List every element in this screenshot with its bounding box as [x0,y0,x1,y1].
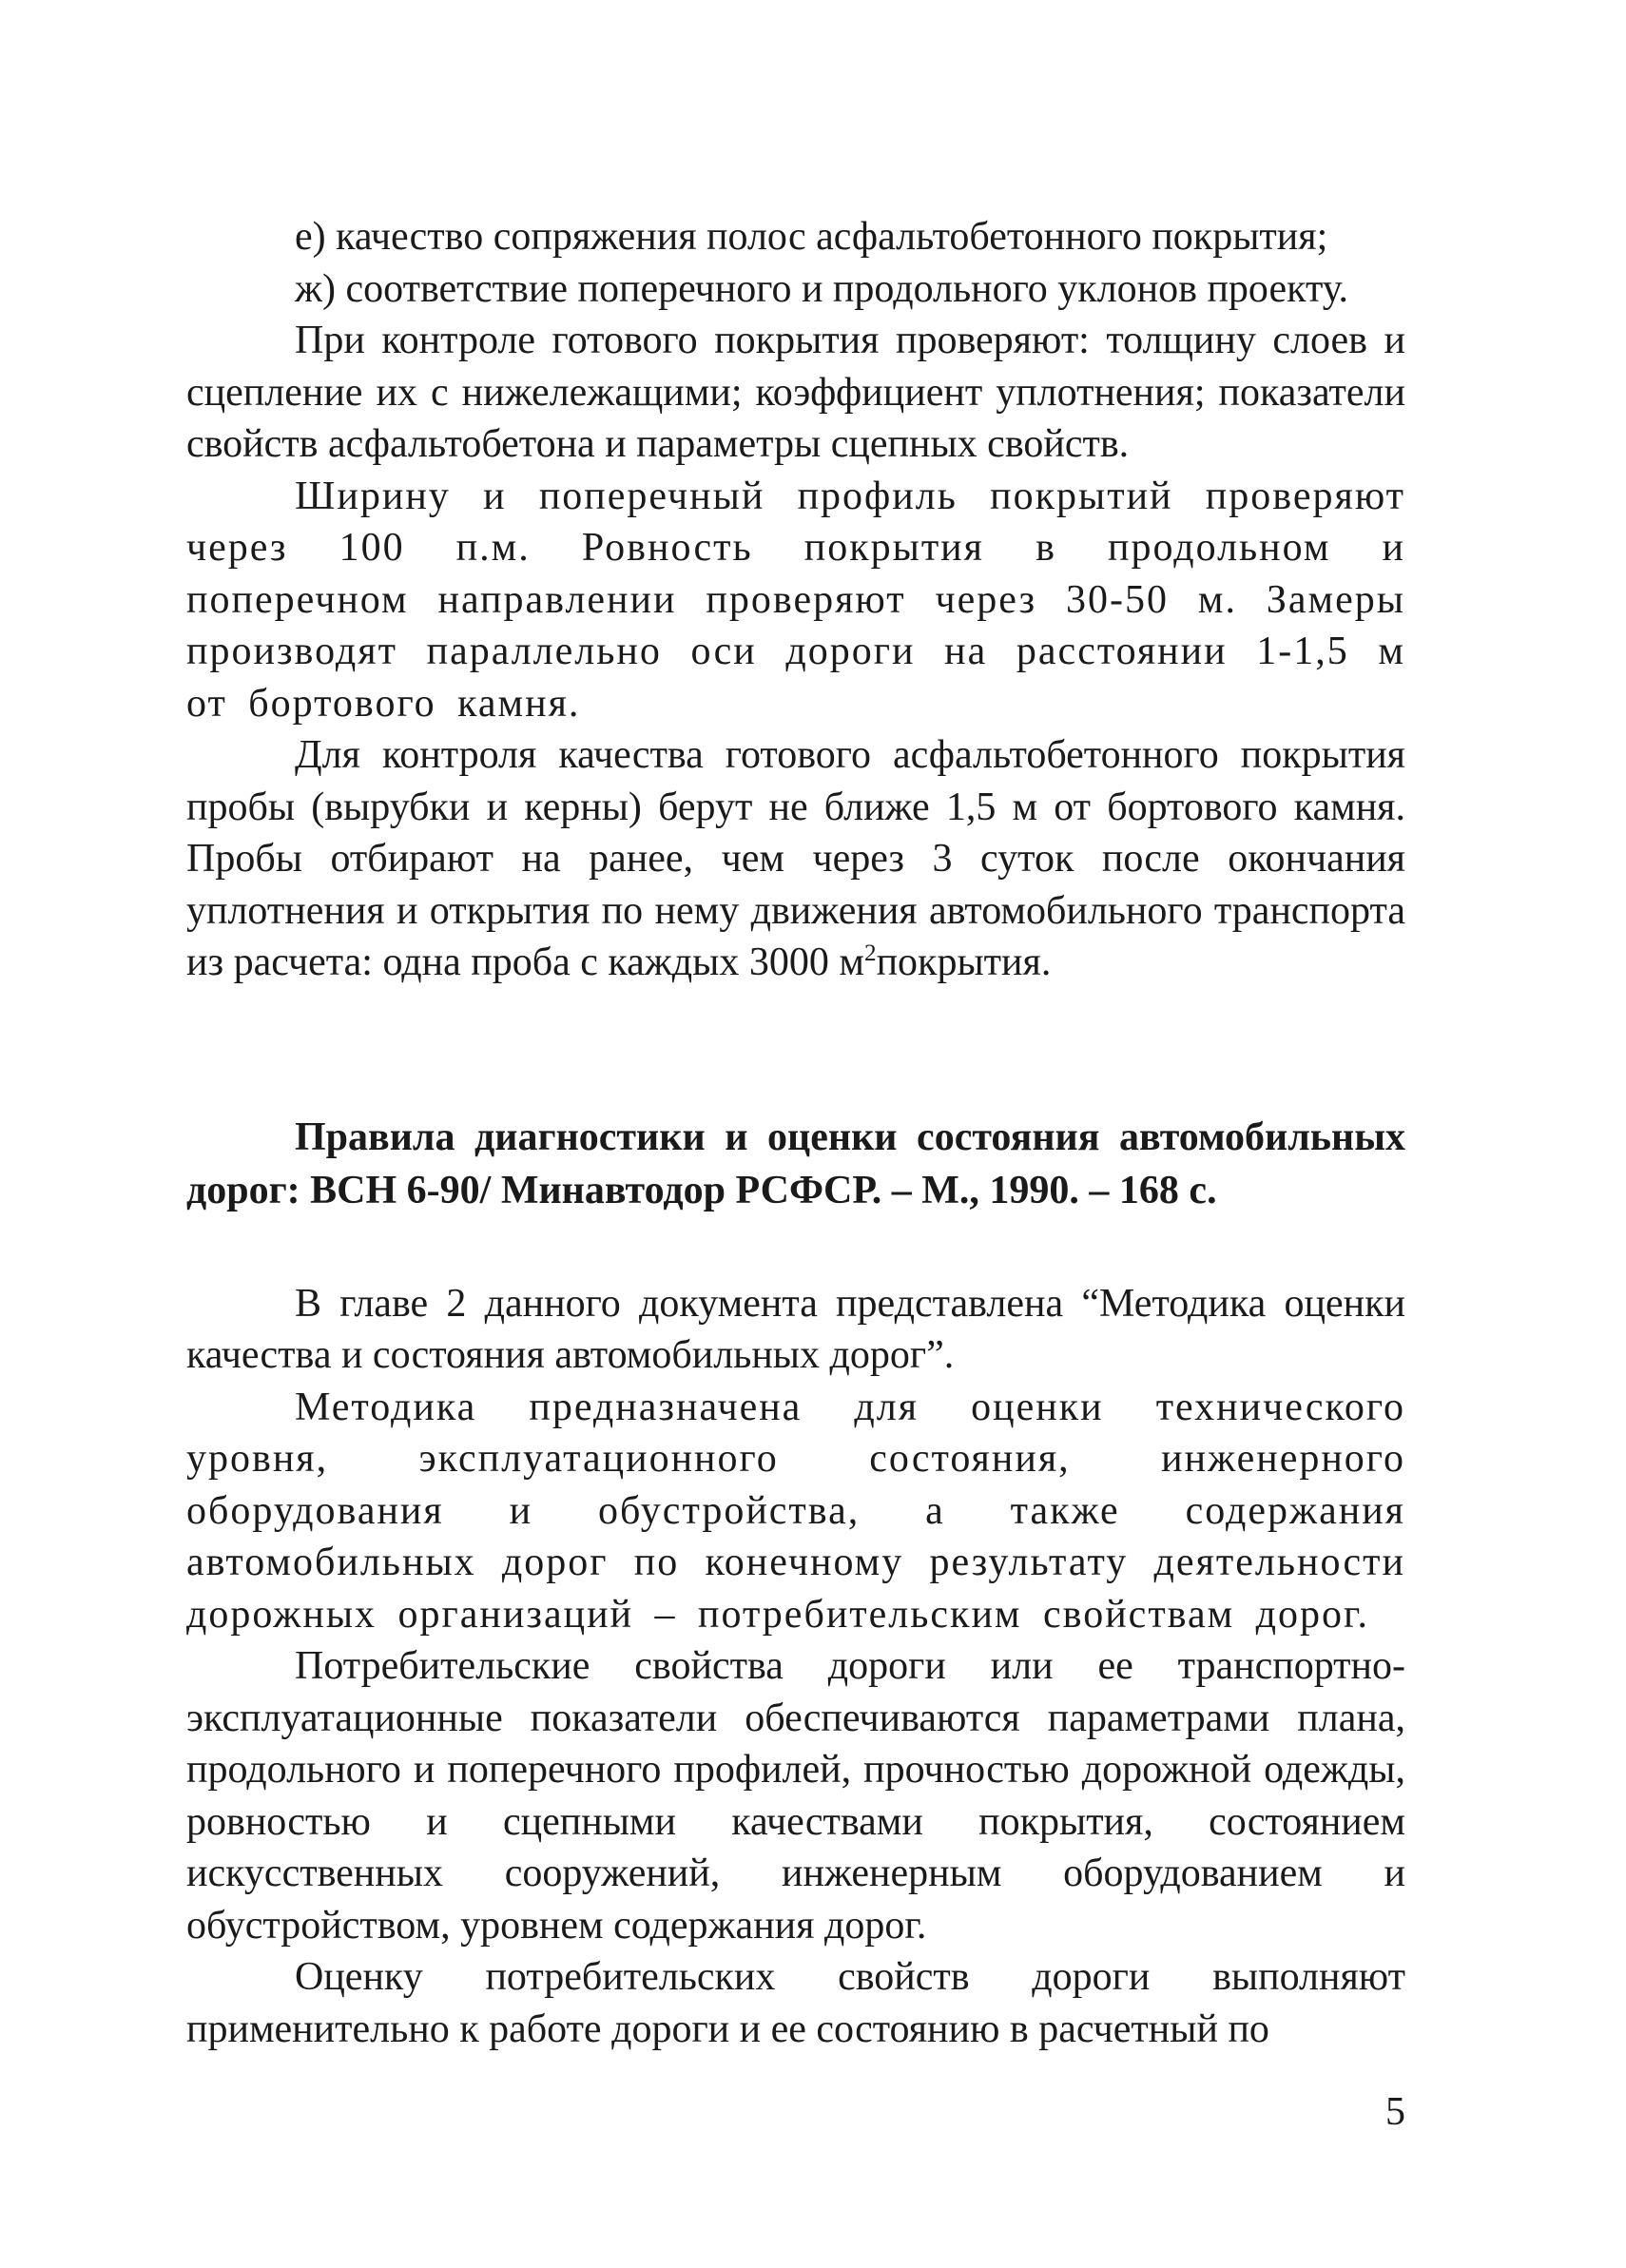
paragraph-samples-end: покрытия. [876,940,1052,984]
paragraph-finished-coating-control: При контроле готового покрытия проверяют: толщину слоев и сцепление их с нижележащими; коэффициент уплотнения; показатели свойств асфальтобетона и параметры сцепных свойств. [186,319,1405,466]
paragraph-methodology-purpose: Методика предназначена для оценки технического уровня, эксплуатационного состояния, инженерного оборудования и обустройства, а также содержания автомобильных дорог по конечному результату деятельности дорожных организаций – потребительским свойствам дорог. [186,1385,1405,1637]
paragraph-samples-text: Для контроля качества готового асфальтобетонного покрытия пробы (вырубки и керны) берут не ближе 1,5 м от бортового камня. Пробы отбирают на ранее, чем через 3 суток после окончания уплотнения и открытия по нему движения автомобильного транспорта из расчета: одна проба с каждых 3000 м [186,733,1405,984]
reference-title: Правила диагностики и оценки состояния автомобильных дорог: ВСН 6-90/ Минавтодор РСФСР. – М., 1990. – 168 с. [186,1115,1405,1212]
reference-section [186,1278,1405,2056]
paragraph-item-e: е) качество сопряжения полос асфальтобетонного покрытия; [295,215,1328,259]
page-number: 5 [1385,2090,1405,2134]
paragraph-assessment: Оценку потребительских свойств дороги выполняют применительно к работе дороги и ее состоянию в расчетный по [186,1955,1405,2051]
paragraph-chapter-2: В главе 2 данного документа представлена “Методика оценки качества и состояния автомобильных дорог”. [186,1281,1405,1377]
paragraph-samples [186,729,1405,989]
superscript-2: 2 [863,940,877,966]
page-body [186,211,1405,2055]
paragraph-consumer-properties: Потребительские свойства дороги или ее транспортно-эксплуатационные показатели обеспечиваются параметрами плана, продольного и поперечного профилей, прочностью дорожной одежды, ровностью и сцепными качествами покрытия, состоянием искусственных сооружений, инженерным оборудованием и обустройством, уровнем содержания дорог. [186,1644,1405,1948]
paragraph-item-zh: ж) соответствие поперечного и продольного уклонов проекту. [295,266,1349,311]
paragraph-width-profile: Ширину и поперечный профиль покрытий проверяют через 100 п.м. Ровность покрытия в продольном и поперечном направлении проверяют через 30-50 м. Замеры производят параллельно оси дороги на расстоянии 1-1,5 м от бортового камня. [186,474,1405,726]
